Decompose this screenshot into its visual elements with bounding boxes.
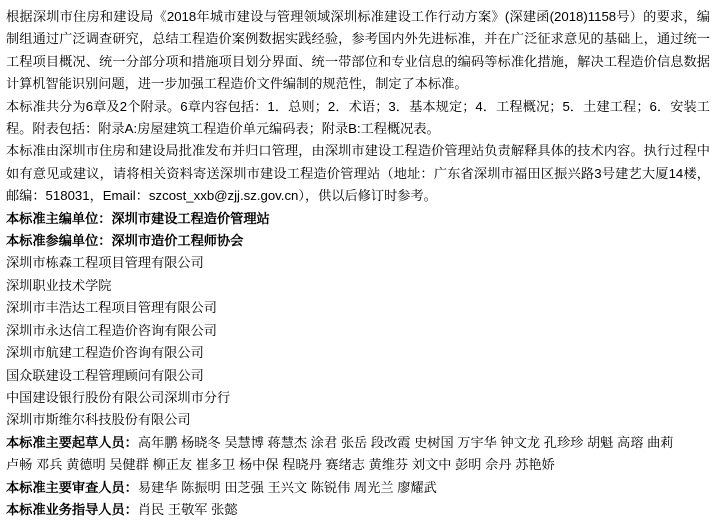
list-item: 国众联建设工程管理顾问有限公司 xyxy=(6,367,204,383)
list-item: 深圳市永达信工程造价咨询有限公司 xyxy=(6,322,217,338)
list-item: 深圳市斯维尔科技股份有限公司 xyxy=(6,412,191,428)
reviewers-label: 本标准主要审查人员： xyxy=(6,479,138,495)
paragraph-background: 根据深圳市住房和建设局《2018年城市建设与管理领域深圳标准建设工作行动方案》(深建函(2018)1158号）的要求，编制组通过广泛调查研究，总结工程造价案例数据实践经验，参考国内外先进标准，并在广泛征求意见的基础上，通过统一工程项目概况、统一分部分项和措施项目划分界面、统一带部位和专业信息的编码等标准化措施，解决工程造价信息数据计算机智能识别问题，进一步加强工程造价文件编制的规范性，制定了本标准。 xyxy=(6,9,710,92)
drafters-line-1: 高年鹏 杨晓冬 吴慧博 蒋慧杰 涂君 张岳 段改霞 史树国 万宇华 钟文龙 孔珍珍 胡魁 高瑢 曲莉 xyxy=(137,434,674,450)
list-item: 深圳职业技术学院 xyxy=(6,277,112,293)
drafters-block xyxy=(6,432,710,454)
advisors-label: 本标准业务指导人员： xyxy=(6,501,138,517)
advisors-line: 肖民 王敬军 张懿 xyxy=(137,501,238,517)
reviewers-line: 易建华 陈振明 田芝强 王兴文 陈锐伟 周光兰 廖耀武 xyxy=(137,479,437,495)
drafters-line-2: 卢畅 邓兵 黄德明 吴健群 柳正友 崔多卫 杨中保 程晓丹 赛绪志 黄维芬 刘文中 彭明 佘丹 苏艳娇 xyxy=(6,457,555,473)
drafters-label: 本标准主要起草人员： xyxy=(6,434,138,450)
list-item: 中国建设银行股份有限公司深圳市分行 xyxy=(6,389,231,405)
advisors-block xyxy=(6,499,710,521)
list-item: 深圳市栋森工程项目管理有限公司 xyxy=(6,255,204,271)
list-item: 深圳市航建工程造价咨询有限公司 xyxy=(6,345,204,361)
reviewers-block xyxy=(6,477,710,499)
paragraph-structure: 本标准共分为6章及2个附录。6章内容包括：1．总则；2．术语；3．基本规定；4．工程概况；5．土建工程；6．安装工程。附表包括：附录A:房屋建筑工程造价单元编码表；附录B:工程概况表。 xyxy=(6,98,710,137)
co-editor-line: 本标准参编单位：深圳市造价工程师协会 xyxy=(6,233,244,249)
list-item: 深圳市丰浩达工程项目管理有限公司 xyxy=(6,300,217,316)
main-editor-line: 本标准主编单位：深圳市建设工程造价管理站 xyxy=(6,210,270,226)
organization-list xyxy=(6,252,710,431)
paragraph-administration: 本标准由深圳市住房和建设局批准发布并归口管理，由深圳市建设工程造价管理站负责解释具体的技术内容。执行过程中如有意见或建议，请将相关资料寄送深圳市建设工程造价管理站（地址：广东省深圳市福田区振兴路3号建艺大厦14楼，邮编：518031，Email：szcost_xxb@zjj.sz.gov.cn），供以后修订时参考。 xyxy=(6,143,710,204)
